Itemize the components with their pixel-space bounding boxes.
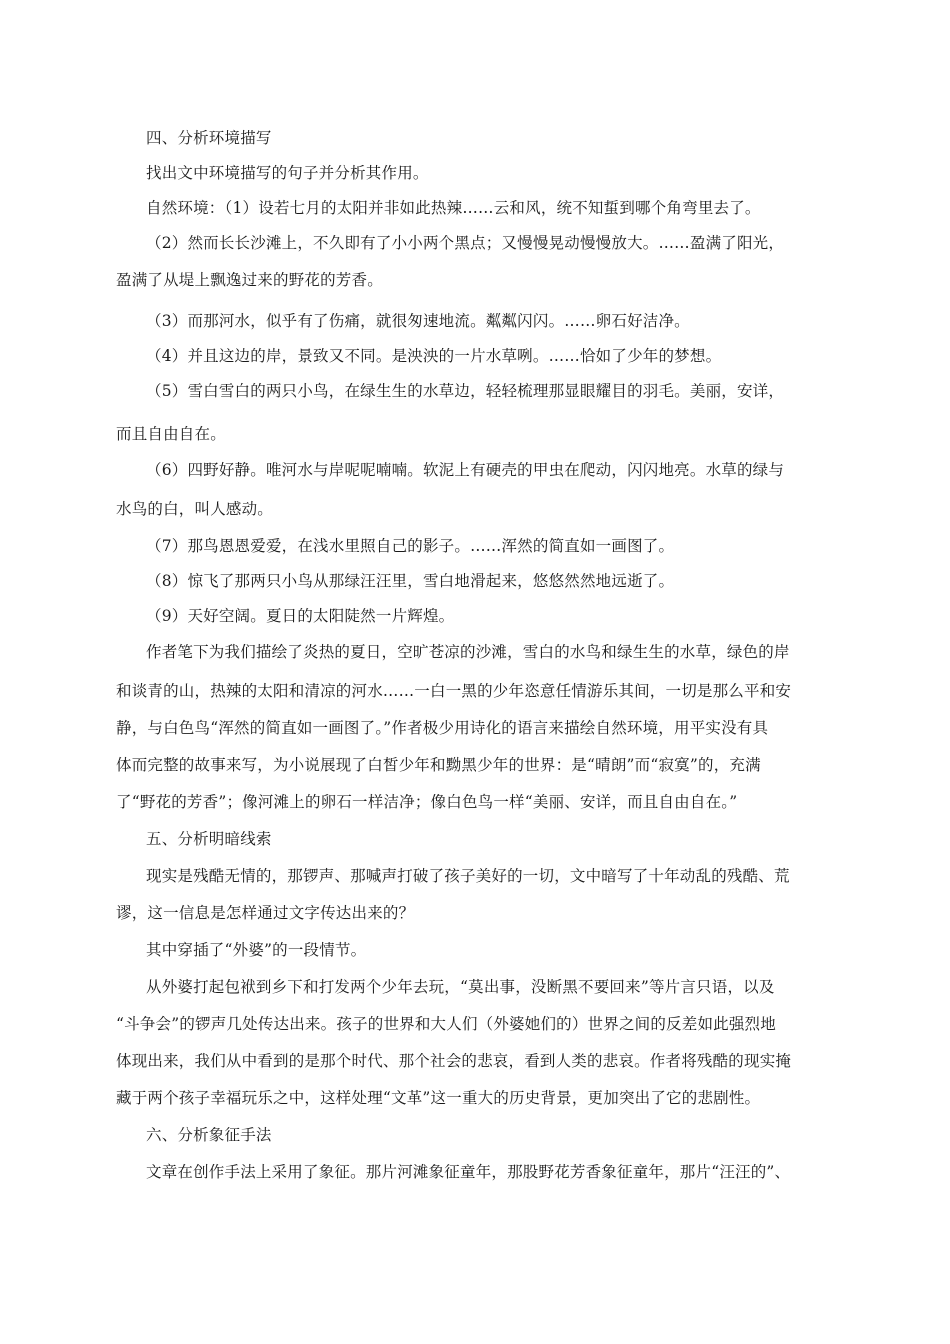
paragraph-line: 静，与白色鸟“浑然的简直如一画图了。”作者极少用诗化的语言来描绘自然环境，用平实没有具 [116,719,769,737]
section-heading-5: 五、分析明暗线索 [146,830,272,848]
paragraph-line: 体而完整的故事来写，为小说展现了白皙少年和黝黑少年的世界：是“晴朗”而“寂寞”的，充满 [116,756,761,774]
paragraph-line: 找出文中环境描写的句子并分析其作用。 [146,164,429,182]
paragraph-line: 从外婆打起包袱到乡下和打发两个少年去玩，“莫出事，没断黑不要回来”等片言只语，以及 [146,978,775,996]
paragraph-line: （4）并且这边的岸，景致又不同。是泱泱的一片水草咧。……恰如了少年的梦想。 [146,347,722,365]
paragraph-line: “斗争会”的锣声几处传达出来。孩子的世界和大人们（外婆她们的）世界之间的反差如此强烈地 [116,1015,776,1033]
section-heading-4: 四、分析环境描写 [146,129,272,147]
paragraph-line: 而且自由自在。 [116,425,226,443]
paragraph-line: （8）惊飞了那两只小鸟从那绿汪汪里，雪白地滑起来，悠悠然然地远逝了。 [146,572,675,590]
paragraph-line: 和谈青的山，热辣的太阳和清凉的河水……一白一黑的少年恣意任情游乐其间，一切是那么平和安 [116,682,792,700]
paragraph-line: 水鸟的白，叫人感动。 [116,500,274,518]
paragraph-line: 自然环境：（1）设若七月的太阳并非如此热辣……云和风，统不知蜇到哪个角弯里去了。 [146,199,761,217]
paragraph-line: （5）雪白雪白的两只小鸟，在绿生生的水草边，轻轻梳理那显眼耀目的羽毛。美丽，安详， [146,382,785,400]
paragraph-line: （9）天好空阔。夏日的太阳陡然一片辉煌。 [146,607,455,625]
paragraph-line: 谬，这一信息是怎样通过文字传达出来的？ [116,904,415,922]
paragraph-line: 体现出来，我们从中看到的是那个时代、那个社会的悲哀，看到人类的悲哀。作者将残酷的现实掩 [116,1052,792,1070]
paragraph-line: （6）四野好静。唯河水与岸呢呢喃喃。软泥上有硬壳的甲虫在爬动，闪闪地亮。水草的绿与 [146,461,785,479]
paragraph-line: （2）然而长长沙滩上，不久即有了小小两个黑点；又慢慢晃动慢慢放大。……盈满了阳光， [146,234,785,252]
paragraph-line: 藏于两个孩子幸福玩乐之中，这样处理“文革”这一重大的历史背景，更加突出了它的悲剧性。 [116,1089,761,1107]
paragraph-line: （3）而那河水，似乎有了伤痛，就很匆速地流。粼粼闪闪。……卵石好洁净。 [146,312,690,330]
section-heading-6: 六、分析象征手法 [146,1126,272,1144]
paragraph-line: 作者笔下为我们描绘了炎热的夏日，空旷苍凉的沙滩，雪白的水鸟和绿生生的水草，绿色的岸 [146,643,790,661]
paragraph-line: 现实是残酷无情的，那锣声、那喊声打破了孩子美好的一切，文中暗写了十年动乱的残酷、荒 [146,867,790,885]
paragraph-line: 文章在创作手法上采用了象征。那片河滩象征童年，那股野花芳香象征童年，那片“汪汪的”、 [146,1163,791,1181]
paragraph-line: 了“野花的芳香”；像河滩上的卵石一样洁净；像白色鸟一样“美丽、安详，而且自由自在。” [116,793,738,811]
paragraph-line: （7）那鸟恩恩爱爱，在浅水里照自己的影子。……浑然的简直如一画图了。 [146,537,675,555]
paragraph-line: 盈满了从堤上飘逸过来的野花的芳香。 [116,271,383,289]
paragraph-line: 其中穿插了“外婆”的一段情节。 [146,941,367,959]
